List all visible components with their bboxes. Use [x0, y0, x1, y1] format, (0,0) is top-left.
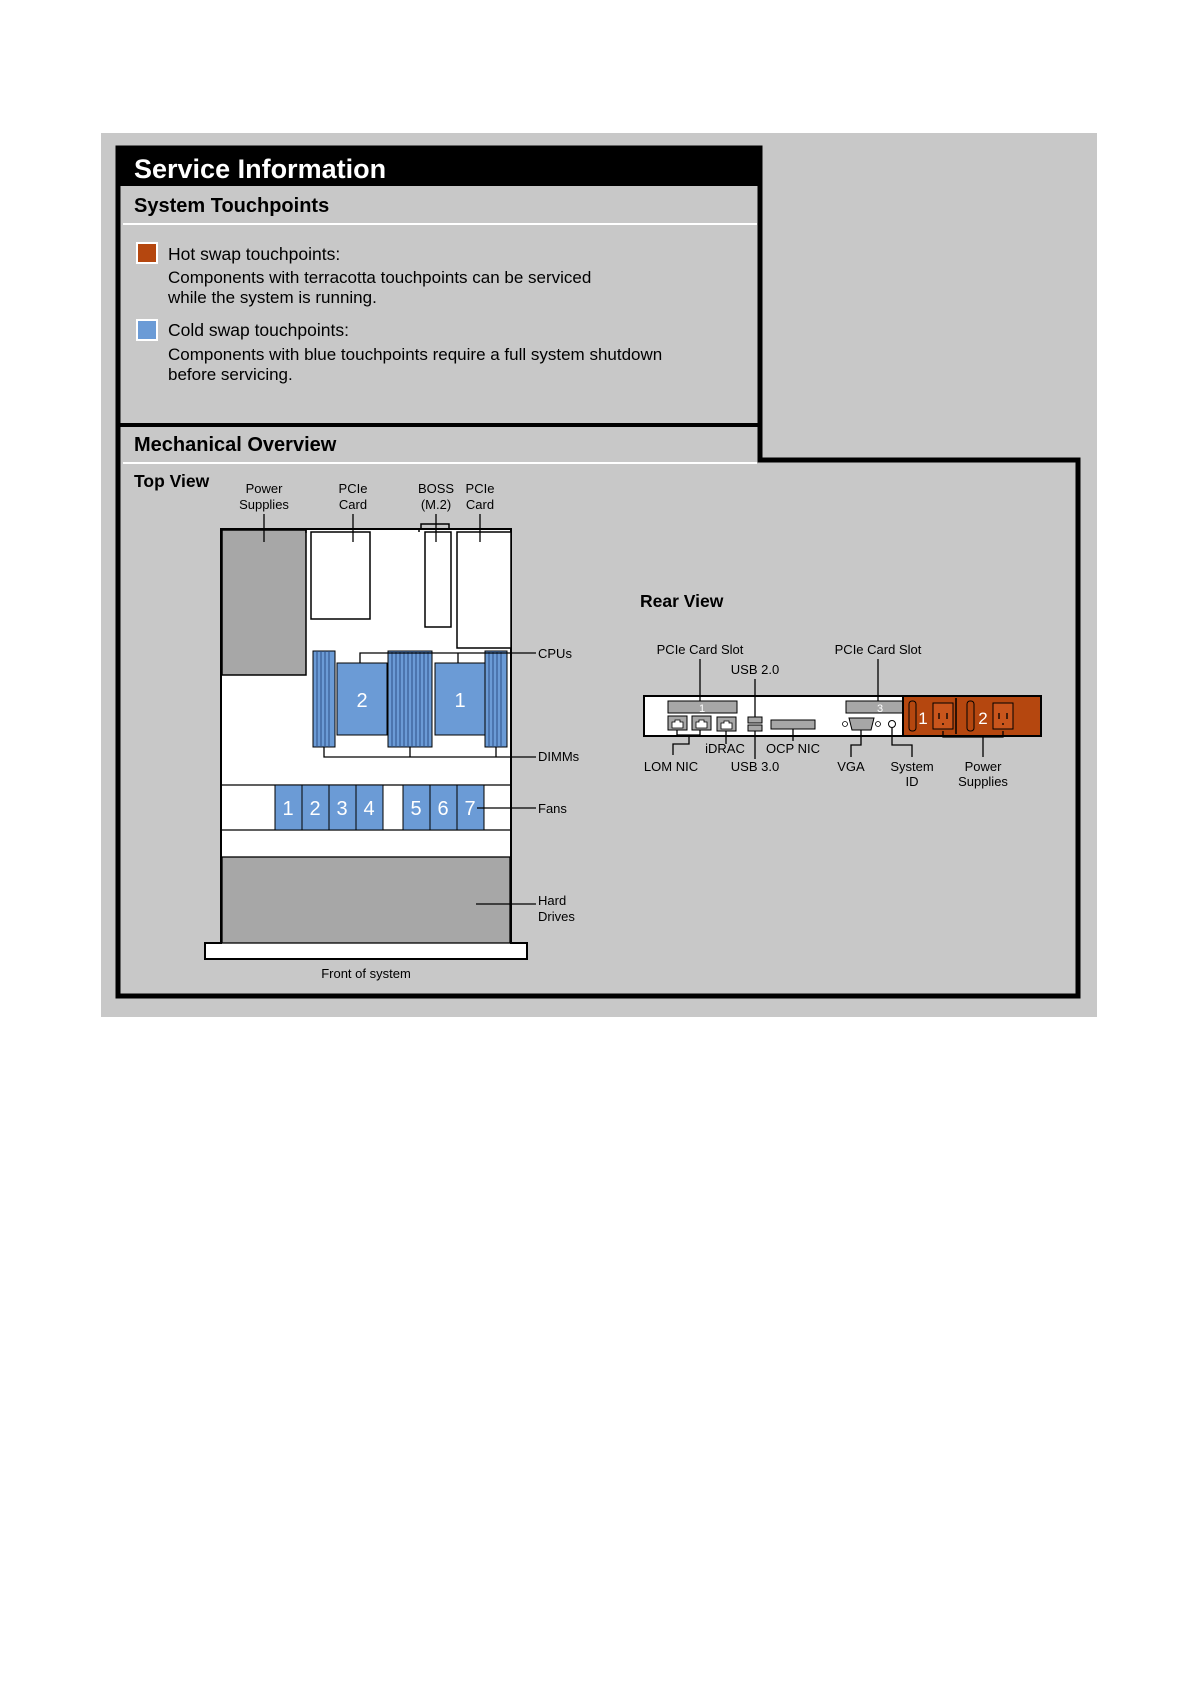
idrac-port	[717, 717, 736, 731]
pcie-card-a-label-line1: PCIe	[338, 481, 368, 496]
cold-swap-swatch	[137, 320, 157, 340]
fan-number: 5	[410, 798, 422, 820]
cpu-number: 2	[356, 690, 368, 712]
pcie-slot-left-label: PCIe Card Slot	[656, 642, 744, 657]
service-diagram	[101, 133, 1097, 1017]
ocp-nic-slot	[771, 720, 815, 729]
fan-number: 3	[336, 798, 348, 820]
fan-row	[275, 785, 484, 830]
system-id-label-line2: ID	[905, 774, 919, 789]
usb-2-0-label: USB 2.0	[730, 662, 780, 677]
fan-number: 6	[437, 798, 449, 820]
dimm-bank-right	[485, 651, 507, 747]
system-id-button	[889, 721, 896, 728]
pcie-card-a-label-line2: Card	[338, 497, 368, 512]
fans-label: Fans	[538, 801, 567, 816]
usb-3-0-label: USB 3.0	[730, 759, 780, 774]
hard-drives-label-line1: Hard	[538, 893, 567, 908]
cpu-number: 1	[454, 690, 466, 712]
lom-nic-label: LOM NIC	[643, 759, 699, 774]
pcie-card-b	[457, 532, 511, 648]
psu-number: 1	[918, 709, 928, 728]
ocp-nic-label: OCP NIC	[766, 741, 820, 756]
pcie-card-b-label-line1: PCIe	[465, 481, 495, 496]
top-view-title: Top View	[134, 471, 210, 491]
pcie-card-b-label-line2: Card	[465, 497, 495, 512]
rear-view-title: Rear View	[640, 591, 724, 611]
section-heading-overview: Mechanical Overview	[134, 434, 337, 456]
boss-label-line2: (M.2)	[420, 497, 452, 512]
rear-view-diagram	[640, 591, 1041, 789]
fan-number: 7	[464, 798, 476, 820]
cold-swap-desc-line2: before servicing.	[168, 365, 293, 384]
power-supply-1	[909, 698, 956, 734]
dimm-bank-center	[388, 651, 432, 747]
vga-label: VGA	[837, 759, 865, 774]
front-of-system-label: Front of system	[321, 966, 411, 981]
vga-port	[849, 718, 874, 730]
usb-2-0-port	[748, 717, 762, 723]
psu-number: 2	[978, 709, 988, 728]
pcie-slot-right-label: PCIe Card Slot	[834, 642, 922, 657]
hot-swap-swatch	[137, 243, 157, 263]
power-supplies-label-line2: Supplies	[239, 497, 289, 512]
rear-power-supplies-label-line2: Supplies	[958, 774, 1008, 789]
cold-swap-desc-line1: Components with blue touchpoints require a full system shutdown	[168, 345, 663, 364]
rear-power-supplies-label-line1: Power	[964, 759, 1002, 774]
cpus-label: CPUs	[538, 646, 572, 661]
dimms-label: DIMMs	[538, 749, 580, 764]
power-supply-bay	[222, 530, 306, 675]
top-view-diagram	[205, 481, 580, 981]
fan-number: 4	[363, 798, 375, 820]
pcie-card-a	[311, 532, 370, 619]
dimm-bank-left	[313, 651, 335, 747]
fan-number: 2	[309, 798, 321, 820]
usb-3-0-port	[748, 725, 762, 731]
cold-swap-title: Cold swap touchpoints:	[168, 320, 349, 340]
fan-number: 1	[282, 798, 294, 820]
page-title: Service Information	[134, 154, 387, 184]
idrac-label: iDRAC	[705, 741, 745, 756]
power-supplies-label-line1: Power	[245, 481, 283, 496]
hard-drive-bay	[222, 857, 510, 943]
hot-swap-title: Hot swap touchpoints:	[168, 244, 341, 264]
system-id-label-line1: System	[890, 759, 934, 774]
section-heading-touchpoints: System Touchpoints	[134, 195, 330, 217]
hot-swap-desc-line2: while the system is running.	[168, 288, 377, 307]
slot-number: 3	[876, 703, 884, 715]
boss-label-line1: BOSS	[417, 481, 455, 496]
hard-drives-label-line2: Drives	[538, 909, 575, 924]
slot-number: 1	[698, 703, 706, 715]
service-panel	[101, 133, 1097, 1017]
boss-card	[425, 532, 451, 627]
hot-swap-desc-line1: Components with terracotta touchpoints can be serviced	[168, 268, 592, 287]
